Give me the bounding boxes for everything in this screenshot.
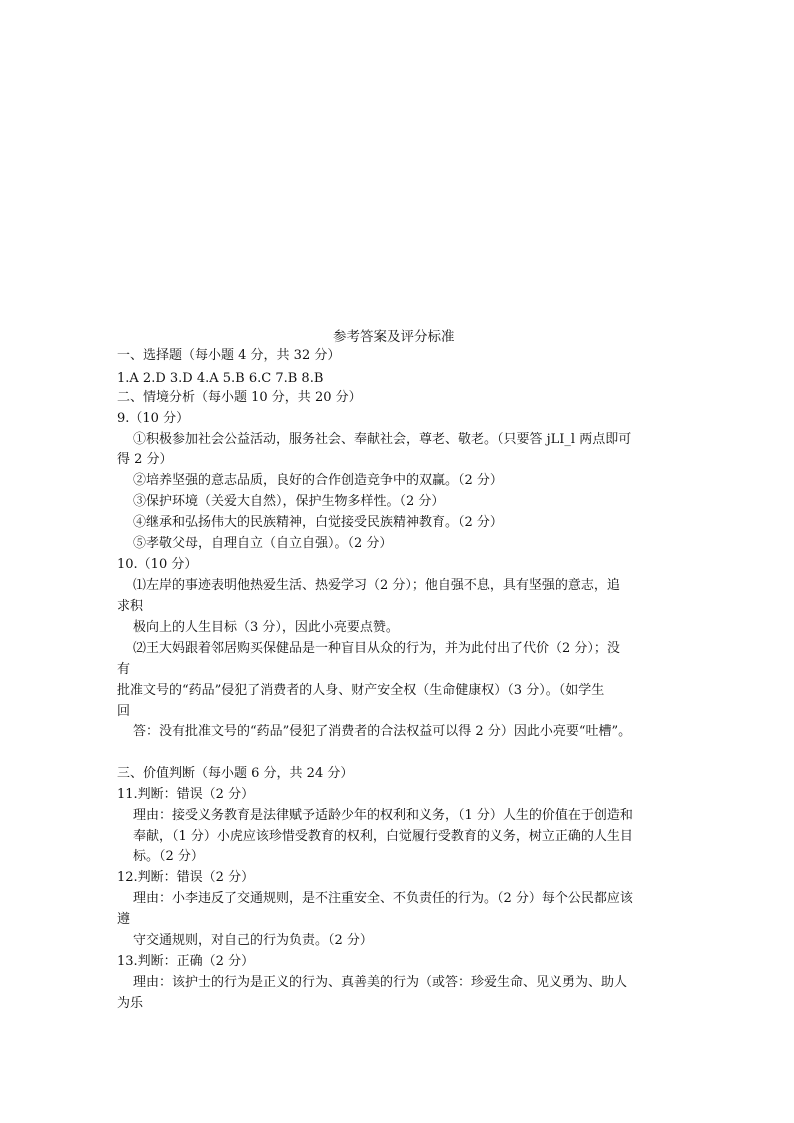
question-13-reason-wrap: 为乐 <box>117 996 144 1011</box>
question-11-judgement: 11.判断：错误（2 分） <box>117 787 255 802</box>
question-11-reason-end: 标。（2 分） <box>133 849 204 864</box>
question-9-point-3: ③保护环境（关爱大自然），保护生物多样性。（2 分） <box>133 494 445 509</box>
question-10-part-2-wrap-2: 回 <box>117 704 131 719</box>
section-heading-situation: 二、情境分析（每小题 10 分，共 20 分） <box>117 390 362 405</box>
question-9-point-2: ②培养坚强的意志品质，良好的合作创造竞争中的双赢。（2 分） <box>133 473 503 488</box>
question-10-part-2-end: 答：没有批准文号的“药品”侵犯了消费者的合法权益可以得 2 分）因此小亮要“吐槽”。 <box>133 724 632 739</box>
question-13-judgement: 13.判断：正确（2 分） <box>117 954 255 969</box>
question-9-heading: 9.（10 分） <box>117 411 190 426</box>
question-10-part-2-cont: 批准文号的“药品”侵犯了消费者的人身、财产安全权（生命健康权）（3 分）。（如学生 <box>117 683 605 698</box>
question-10-part-2-wrap: 有 <box>117 662 131 677</box>
question-11-reason-cont: 奉献，（1 分）小虎应该珍惜受教育的权利，白觉履行受教育的义务，树立正确的人生目 <box>133 829 633 844</box>
question-9-point-4: ④继承和弘扬伟大的民族精神，白觉接受民族精神教育。（2 分） <box>133 515 503 530</box>
document-title: 参考答案及评分标准 <box>333 329 455 345</box>
question-10-part-2: ⑵王大妈跟着邻居购买保健品是一种盲目从众的行为，并为此付出了代价（2 分）；没 <box>133 641 620 656</box>
question-9-point-5: ⑤孝敬父母，自理自立（自立自强）。（2 分） <box>133 536 393 551</box>
question-10-part-1: ⑴左岸的事迹表明他热爱生活、热爱学习（2 分）；他自强不息，具有坚强的意志，追 <box>133 578 620 593</box>
choice-answers: 1.A 2.D 3.D 4.A 5.B 6.C 7.B 8.B <box>117 371 324 386</box>
question-13-reason: 理由：该护士的行为是正义的行为、真善美的行为（或答：珍爱生命、见义勇为、助人 <box>133 975 628 990</box>
question-11-reason: 理由：接受义务教育是法律赋予适龄少年的权利和义务，（1 分）人生的价值在于创造和 <box>133 808 633 823</box>
question-12-judgement: 12.判断：错误（2 分） <box>117 870 255 885</box>
question-12-reason: 理由：小李违反了交通规则，是不注重安全、不负责任的行为。（2 分）每个公民都应该 <box>133 891 633 906</box>
section-heading-judgement: 三、价值判断（每小题 6 分，共 24 分） <box>117 766 354 781</box>
section-heading-choice: 一、选择题（每小题 4 分，共 32 分） <box>117 348 341 363</box>
question-10-heading: 10.（10 分） <box>117 557 198 572</box>
question-10-part-1-cont: 极向上的人生目标（3 分），因此小亮要点赞。 <box>133 620 399 635</box>
question-9-point-1-cont: 得 2 分） <box>117 452 173 467</box>
question-12-reason-end: 守交通规则，对自己的行为负责。（2 分） <box>133 933 373 948</box>
question-10-part-1-wrap: 求积 <box>117 599 144 614</box>
question-12-reason-wrap: 遵 <box>117 912 131 927</box>
question-9-point-1: ①积极参加社会公益活动，服务社会、奉献社会，尊老、敬老。（只要答 jLI_l 两点即可 <box>133 432 632 447</box>
